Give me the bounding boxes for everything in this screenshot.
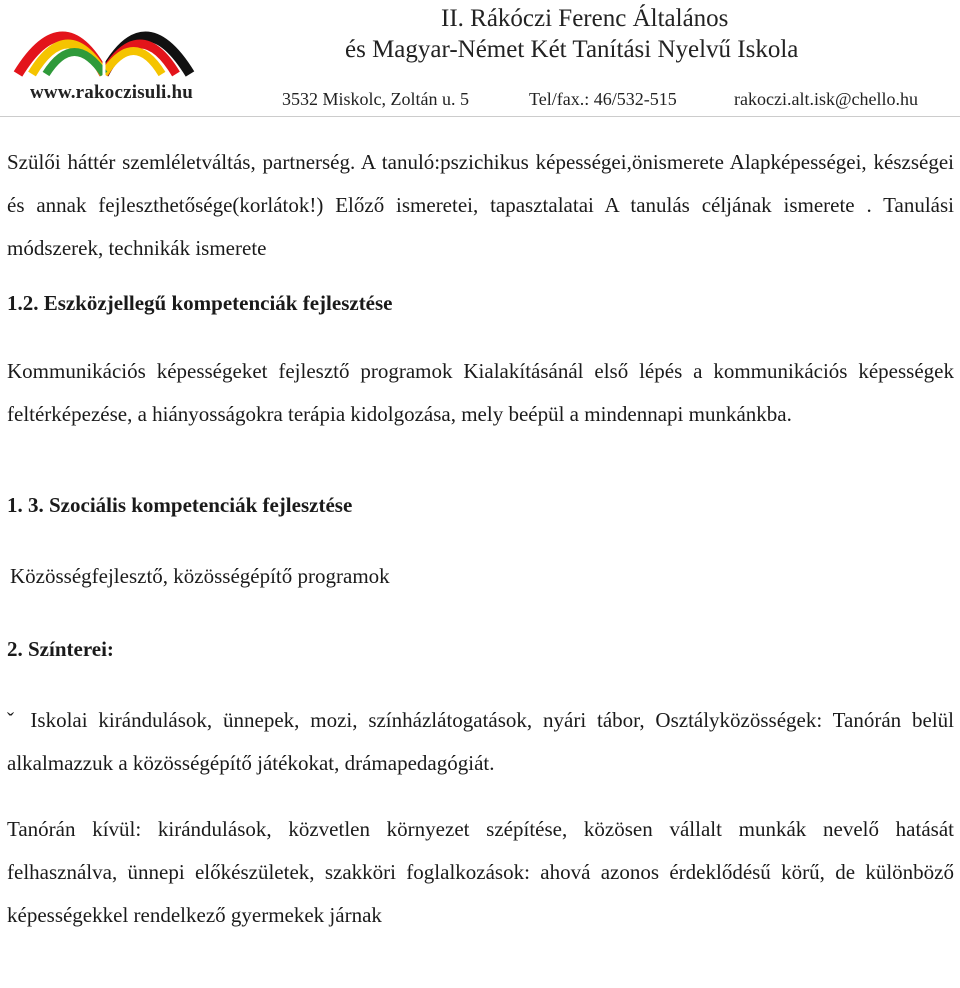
section-paragraph-2a: ˇ Iskolai kirándulások, ünnepek, mozi, színházlátogatások, nyári tábor, Osztályközösségek: Tanórán belül alkalmazzuk a közösségépítő játékokat, drámapedagógiát. xyxy=(7,708,954,775)
book-logo-icon xyxy=(4,4,204,84)
intro-paragraph: Szülői háttér szemléletváltás, partnerség. A tanuló:pszichikus képességei,önismerete Alapképességei, készségei és annak fejleszthetősége(korlátok!) Előző ismeretei, tapasztalatai A tanulás céljának ismerete . Tanulási módszerek, technikák ismerete xyxy=(7,150,954,260)
document-body xyxy=(7,141,954,937)
section-heading-2: 2. Színterei: xyxy=(7,637,114,661)
school-telfax: Tel/fax.: 46/532-515 xyxy=(529,89,677,109)
section-paragraph-1-2: Kommunikációs képességeket fejlesztő programok Kialakításánál első lépés a kommunikációs képességek feltérképezése, a hiányosságokra terápia kidolgozása, mely beépül a mindennapi munkánkba. xyxy=(7,359,954,426)
contact-row xyxy=(282,89,954,113)
website-url[interactable]: www.rakoczisuli.hu xyxy=(30,82,194,103)
section-heading-1-2: 1.2. Eszközjellegű kompetenciák fejlesztése xyxy=(7,291,393,315)
section-paragraph-2b: Tanórán kívül: kirándulások, közvetlen környezet szépítése, közösen vállalt munkák nevelő hatását felhasználva, ünnepi előkészületek, szakköri foglalkozások: ahová azonos érdeklődésű körű, de különböző képességekkel rendelkező gyermekek járnak xyxy=(7,817,954,927)
school-address: 3532 Miskolc, Zoltán u. 5 xyxy=(282,89,469,109)
letterhead xyxy=(0,0,960,118)
header-divider xyxy=(0,116,960,117)
school-name-line-1: II. Rákóczi Ferenc Általános xyxy=(441,5,729,32)
section-heading-1-3: 1. 3. Szociális kompetenciák fejlesztése xyxy=(7,493,353,517)
school-name-line-2: és Magyar-Német Két Tanítási Nyelvű Iskola xyxy=(345,36,799,63)
school-logo xyxy=(4,4,204,112)
school-email[interactable]: rakoczi.alt.isk@chello.hu xyxy=(734,89,919,109)
section-paragraph-1-3: Közösségfejlesztő, közösségépítő programok xyxy=(10,564,390,588)
